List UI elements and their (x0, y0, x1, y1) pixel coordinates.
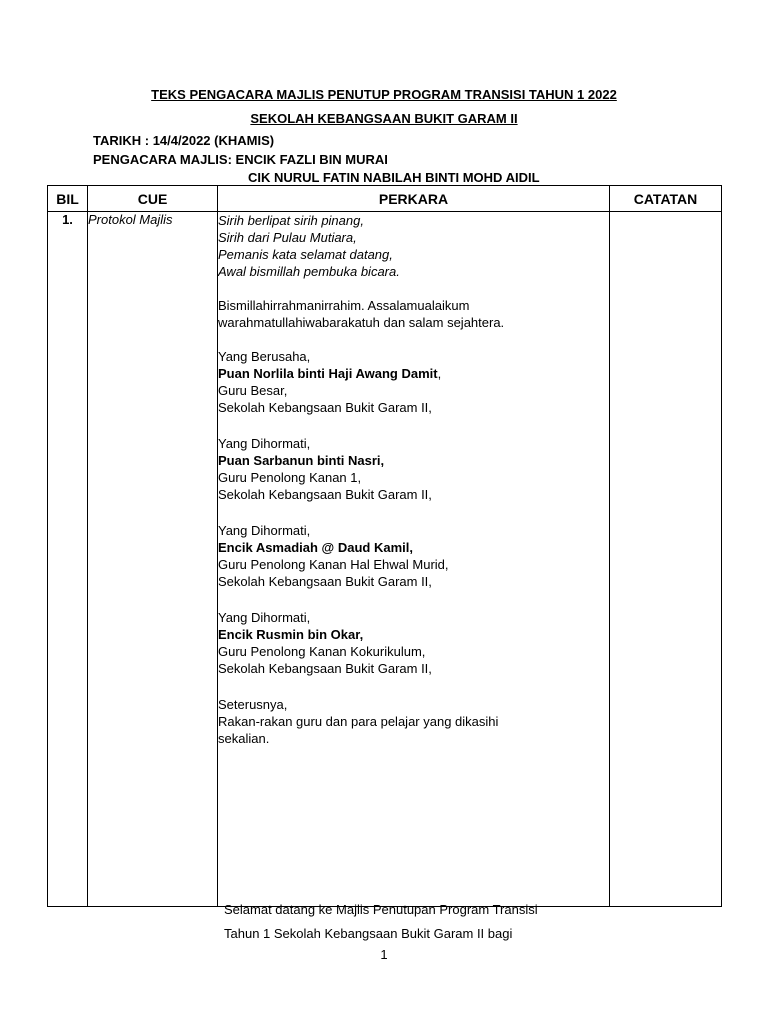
table-row (48, 212, 722, 907)
vip-name-line (218, 365, 609, 382)
header-catatan: CATATAN (610, 186, 722, 212)
closing-line: Seterusnya, (218, 697, 288, 712)
greeting-line: Yang Berusaha, (218, 349, 311, 364)
greeting-line: Yang Dihormati, (218, 523, 311, 538)
pantun-line: Awal bismillah pembuka bicara. (218, 264, 400, 279)
greeting-line: Yang Dihormati, (218, 610, 311, 625)
table-header-row (48, 186, 722, 212)
vip-school: Sekolah Kebangsaan Bukit Garam II, (218, 400, 432, 415)
welcome-line: Tahun 1 Sekolah Kebangsaan Bukit Garam II bagi (224, 926, 513, 941)
vip-school: Sekolah Kebangsaan Bukit Garam II, (218, 487, 432, 502)
meta-date: TARIKH : 14/4/2022 (KHAMIS) (93, 133, 275, 148)
greeting-line: Yang Dihormati, (218, 436, 311, 451)
vip-school: Sekolah Kebangsaan Bukit Garam II, (218, 574, 432, 589)
header-cue: CUE (88, 186, 218, 212)
vip-name: Puan Sarbanun binti Nasri, (218, 453, 385, 468)
row-perkara (218, 212, 610, 941)
row-catatan (610, 212, 722, 907)
welcome-block (224, 898, 538, 946)
pantun-line: Sirih dari Pulau Mutiara, (218, 230, 357, 245)
vip-name: Puan Norlila binti Haji Awang Damit (218, 366, 438, 381)
vip-post: Guru Penolong Kanan Kokurikulum, (218, 644, 426, 659)
vip-name: Encik Rusmin bin Okar, (218, 627, 364, 642)
meta-emcee-1: PENGACARA MAJLIS: ENCIK FAZLI BIN MURAI (93, 152, 388, 167)
document-title: TEKS PENGACARA MAJLIS PENUTUP PROGRAM TRANSISI TAHUN 1 2022 (151, 87, 617, 102)
document-subtitle: SEKOLAH KEBANGSAAN BUKIT GARAM II (250, 111, 518, 126)
pantun-line: Pemanis kata selamat datang, (218, 247, 393, 262)
welcome-line: Selamat datang ke Majlis Penutupan Program Transisi (224, 902, 538, 917)
row-bil: 1. (48, 212, 88, 907)
script-table (47, 185, 722, 941)
vip-school: Sekolah Kebangsaan Bukit Garam II, (218, 661, 432, 676)
vip-post: Guru Penolong Kanan Hal Ehwal Murid, (218, 557, 449, 572)
header-perkara: PERKARA (218, 186, 610, 212)
closing-line: Rakan-rakan guru dan para pelajar yang dikasihi (218, 714, 499, 729)
row-cue: Protokol Majlis (88, 212, 218, 907)
header-bil: BIL (48, 186, 88, 212)
vip-post: Guru Penolong Kanan 1, (218, 470, 362, 485)
vip-name-comma: , (437, 366, 442, 381)
vip-post: Guru Besar, (218, 383, 288, 398)
salam-line: warahmatullahiwabarakatuh dan salam sejahtera. (218, 315, 505, 330)
meta-emcee-2: CIK NURUL FATIN NABILAH BINTI MOHD AIDIL (248, 170, 540, 185)
closing-line: sekalian. (218, 731, 270, 746)
page-number: 1 (380, 947, 388, 962)
pantun-line: Sirih berlipat sirih pinang, (218, 213, 364, 228)
vip-name: Encik Asmadiah @ Daud Kamil, (218, 540, 413, 555)
salam-line: Bismillahirrahmanirrahim. Assalamualaikum (218, 298, 470, 313)
